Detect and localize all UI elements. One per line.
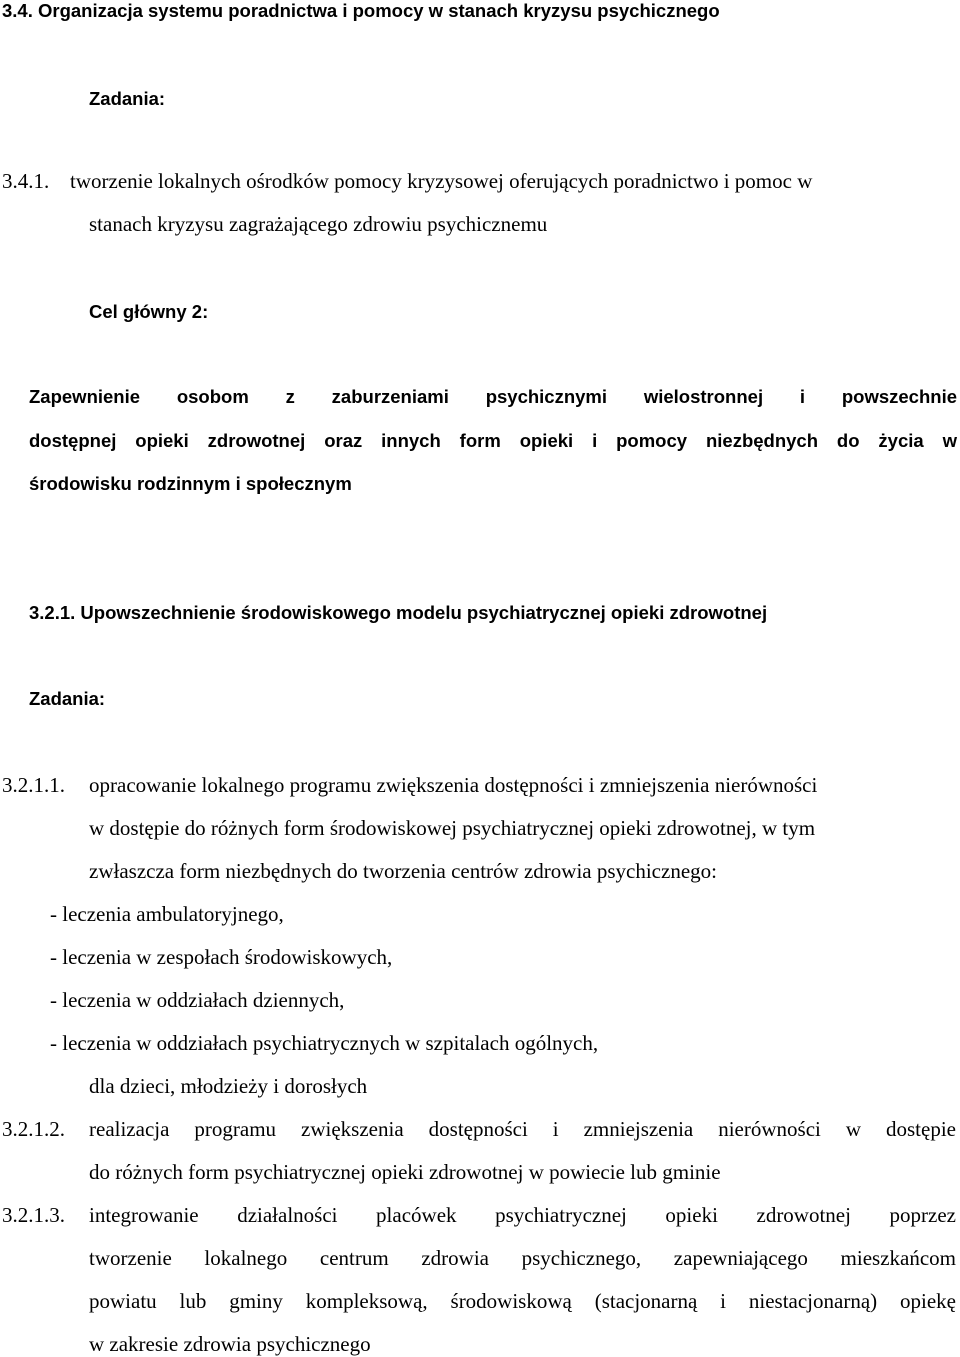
list-item: - leczenia ambulatoryjnego, xyxy=(50,902,284,926)
task-text: w dostępie do różnych form środowiskowej psychiatrycznej opieki zdrowotnej, w tym xyxy=(89,816,816,840)
goal-text: dostępnej opieki zdrowotnej oraz innych form opieki i pomocy niezbędnych do życia w xyxy=(29,430,957,451)
task-number: 3.4.1. xyxy=(2,169,50,193)
task-text: zwłaszcza form niezbędnych do tworzenia centrów zdrowia psychicznego: xyxy=(89,859,717,883)
task-text: powiatu lub gminy kompleksową, środowiskową (stacjonarną i niestacjonarną) opiekę xyxy=(89,1289,956,1313)
subsection-heading: 3.2.1. Upowszechnienie środowiskowego modelu psychiatrycznej opieki zdrowotnej xyxy=(29,602,768,623)
tasks-label: Zadania: xyxy=(89,88,166,109)
task-number: 3.2.1.1. xyxy=(2,773,65,797)
task-text: do różnych form psychiatrycznej opieki zdrowotnej w powiecie lub gminie xyxy=(89,1160,721,1184)
task-text: realizacja programu zwiększenia dostępności i zmniejszenia nierówności w dostępie xyxy=(89,1117,956,1141)
section-heading: 3.4. Organizacja systemu poradnictwa i pomocy w stanach kryzysu psychicznego xyxy=(2,0,720,21)
list-item: - leczenia w zespołach środowiskowych, xyxy=(50,945,393,969)
list-continuation: dla dzieci, młodzieży i dorosłych xyxy=(89,1074,368,1098)
goal-text: środowisku rodzinnym i społecznym xyxy=(29,473,352,494)
task-text: integrowanie działalności placówek psychiatrycznej opieki zdrowotnej poprzez xyxy=(89,1203,956,1227)
task-text: tworzenie lokalnego centrum zdrowia psychicznego, zapewniającego mieszkańcom xyxy=(89,1246,956,1270)
list-item: - leczenia w oddziałach dziennych, xyxy=(50,988,345,1012)
task-text: w zakresie zdrowia psychicznego xyxy=(89,1332,371,1356)
task-text: opracowanie lokalnego programu zwiększenia dostępności i zmniejszenia nierówności xyxy=(89,773,818,797)
task-number: 3.2.1.3. xyxy=(2,1203,65,1227)
task-text: stanach kryzysu zagrażającego zdrowiu psychicznemu xyxy=(89,212,548,236)
task-number: 3.2.1.2. xyxy=(2,1117,65,1141)
subsection-tasks-label: Zadania: xyxy=(29,688,106,709)
task-text: tworzenie lokalnych ośrodków pomocy kryzysowej oferujących poradnictwo i pomoc w xyxy=(70,169,813,193)
goal-label: Cel główny 2: xyxy=(89,301,209,322)
list-item: - leczenia w oddziałach psychiatrycznych w szpitalach ogólnych, xyxy=(50,1031,599,1055)
goal-text: Zapewnienie osobom z zaburzeniami psychicznymi wielostronnej i powszechnie xyxy=(29,386,957,407)
